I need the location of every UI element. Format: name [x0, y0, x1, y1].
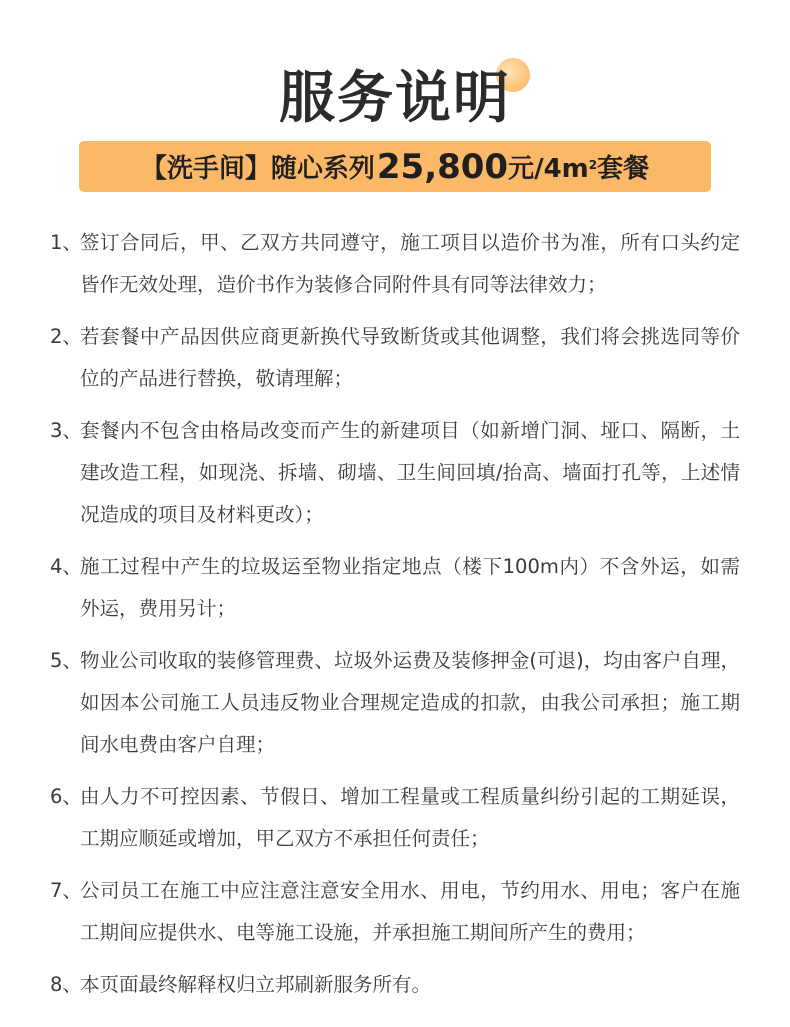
banner-suffix: 套餐	[597, 154, 650, 184]
term-number: 6、	[50, 785, 82, 808]
term-number: 3、	[50, 419, 82, 442]
term-number: 1、	[50, 231, 82, 254]
banner-unit: 元/4m	[508, 154, 589, 184]
term-text: 由人力不可控因素、节假日、增加工程量或工程质量纠纷引起的工期延误，工期应顺延或增加，甲乙双方不承担任何责任；	[80, 785, 740, 850]
term-number: 4、	[50, 555, 82, 578]
term-number: 8、	[50, 973, 82, 996]
term-item	[50, 410, 740, 536]
term-text: 施工过程中产生的垃圾运至物业指定地点（楼下100m内）不含外运，如需外运，费用另计；	[80, 555, 740, 620]
term-item	[50, 640, 740, 766]
banner-price: 25,800	[376, 146, 509, 187]
terms-list	[50, 222, 740, 1006]
page-title: 服务说明	[279, 66, 511, 131]
banner-prefix: 【洗手间】随心系列	[140, 154, 375, 184]
term-text: 公司员工在施工中应注意注意安全用水、用电，节约用水、用电；客户在施工期间应提供水、电等施工设施，并承担施工期间所产生的费用；	[80, 879, 740, 944]
term-text: 签订合同后，甲、乙双方共同遵守，施工项目以造价书为准，所有口头约定皆作无效处理，造价书作为装修合同附件具有同等法律效力；	[80, 231, 740, 296]
term-number: 7、	[50, 879, 82, 902]
term-item	[50, 316, 740, 400]
term-item	[50, 870, 740, 954]
term-item	[50, 964, 740, 1006]
term-item	[50, 776, 740, 860]
term-item	[50, 546, 740, 630]
term-number: 5、	[50, 649, 82, 672]
term-item	[50, 222, 740, 306]
term-text: 套餐内不包含由格局改变而产生的新建项目（如新增门洞、垭口、隔断，土建改造工程，如现浇、拆墙、砌墙、卫生间回填/抬高、墙面打孔等，上述情况造成的项目及材料更改）；	[80, 419, 740, 526]
term-text: 本页面最终解释权归立邦刷新服务所有。	[80, 973, 432, 996]
title-area	[0, 58, 790, 138]
term-text: 物业公司收取的装修管理费、垃圾外运费及装修押金(可退)，均由客户自理，如因本公司施工人员违反物业合理规定造成的扣款，由我公司承担；施工期间水电费由客户自理；	[80, 649, 740, 756]
package-banner	[79, 141, 711, 192]
term-text: 若套餐中产品因供应商更新换代导致断货或其他调整，我们将会挑选同等价位的产品进行替换，敬请理解；	[80, 325, 740, 390]
banner-unit-superscript: 2	[588, 157, 598, 172]
term-number: 2、	[50, 325, 82, 348]
